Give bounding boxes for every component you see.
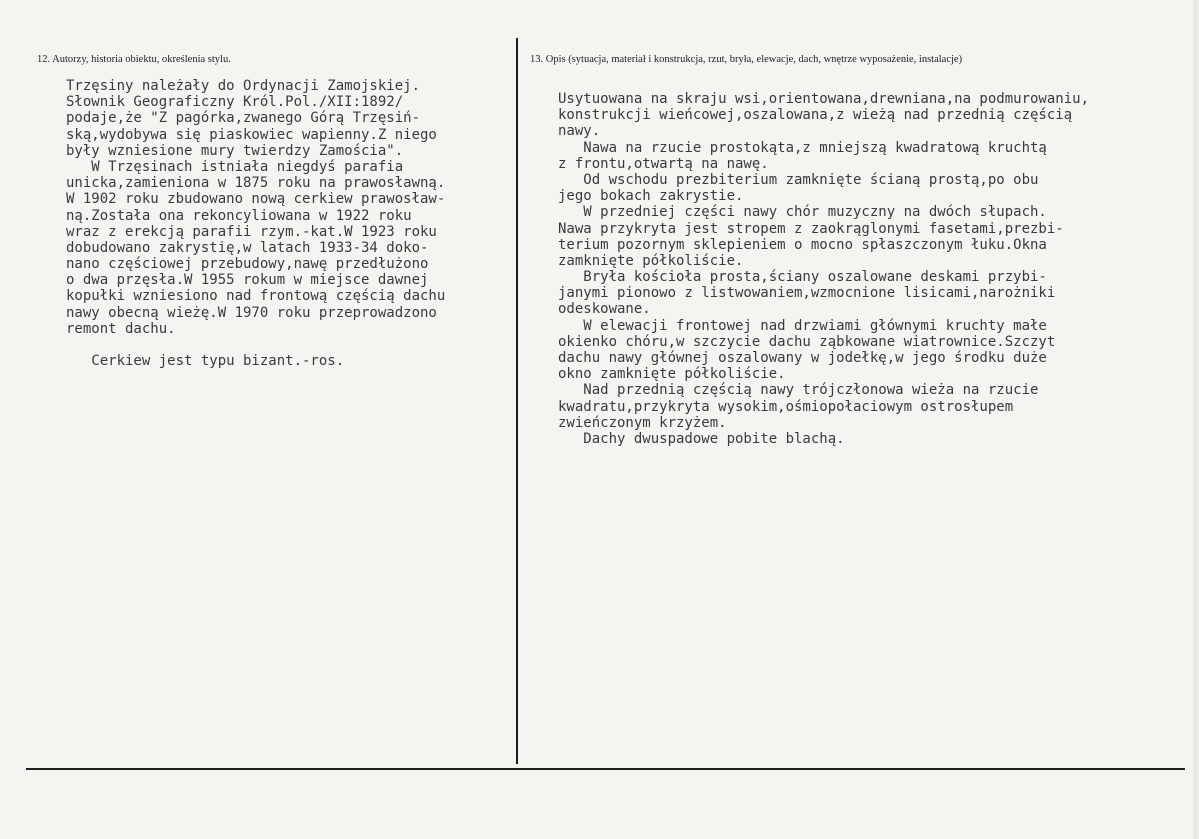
- section-12-text-line: Cerkiew jest typu bizant.-ros.: [66, 353, 345, 370]
- section-13-text-line: janymi pionowo z listwowaniem,wzmocnione lisicami,narożniki: [558, 285, 1056, 302]
- section-13-text-line: W elewacji frontowej nad drzwiami głównymi kruchty małe: [558, 317, 1047, 334]
- section-13-text-line: okienko chóru,w szczycie dachu ząbkowane wiatrownice.Szczyt: [558, 333, 1056, 350]
- section-12-text-line: o dwa przęsła.W 1955 rokum w miejsce dawnej: [66, 272, 429, 289]
- section-13-text-line: Nawa na rzucie prostokąta,z mniejszą kwadratową kruchtą: [558, 139, 1047, 156]
- section-12-text: [66, 78, 516, 369]
- section-12-text-line: W 1902 roku zbudowano nową cerkiew prawosław-: [66, 191, 446, 208]
- section-13-text-line: Nad przednią częścią nawy trójczłonowa wieża na rzucie: [558, 382, 1039, 399]
- section-12-text-line: unicka,zamieniona w 1875 roku na prawosławną.: [66, 175, 446, 192]
- section-12-text-line: podaje,że "Z pagórka,zwanego Górą Trzęsiń-: [66, 110, 421, 127]
- section-13-text-line: terium pozornym sklepieniem o mocno spłaszczonym łuku.Okna: [558, 236, 1047, 253]
- section-12-text-line: remont dachu.: [66, 320, 176, 337]
- section-12-text-line: W Trzęsinach istniała niegdyś parafia: [66, 158, 404, 175]
- section-12-text-line: ską,wydobywa się piaskowiec wapienny.Z niego: [66, 126, 437, 143]
- section-12-text-line: nano częściowej przebudowy,nawę przedłużono: [66, 256, 429, 273]
- section-13-text-line: W przedniej części nawy chór muzyczny na dwóch słupach.: [558, 204, 1047, 221]
- section-12-text-line: wraz z erekcją parafii rzym.-kat.W 1923 roku: [66, 223, 437, 240]
- section-12-text-line: [66, 337, 516, 353]
- section-12-text-line: kopułki wzniesiono nad frontową częścią dachu: [66, 288, 446, 305]
- bottom-rule: [26, 768, 1185, 770]
- section-13-header: 13. Opis (sytuacja, materiał i konstrukcja, rzut, bryła, elewacje, dach, wnętrze wyposażenie, instalacje): [530, 54, 963, 65]
- section-12-text-line: Trzęsiny należały do Ordynacji Zamojskiej.: [66, 78, 421, 94]
- section-13-text-line: z frontu,otwartą na nawę.: [558, 155, 769, 172]
- section-13-text-line: nawy.: [558, 123, 601, 140]
- section-12-text-line: dobudowano zakrystię,w latach 1933-34 doko-: [66, 239, 429, 256]
- section-13-text-line: odeskowane.: [558, 301, 651, 318]
- section-13-text-line: Usytuowana na skraju wsi,orientowana,drewniana,na podmurowaniu,: [558, 91, 1090, 107]
- section-12-text-line: nawy obecną wieżę.W 1970 roku przeprowadzono: [66, 304, 437, 321]
- section-13-text-line: Bryła kościoła prosta,ściany oszalowane deskami przybi-: [558, 269, 1047, 286]
- section-13-text-line: kwadratu,przykryta wysokim,ośmiopołaciowym ostrosłupem: [558, 398, 1014, 415]
- section-12-text-line: Słownik Geograficzny Król.Pol./XII:1892/: [66, 94, 404, 111]
- section-13-text-line: jego bokach zakrystie.: [558, 188, 744, 205]
- section-13-text-line: zamknięte półkoliście.: [558, 252, 744, 269]
- section-12-header: 12. Autorzy, historia obiektu, określenia stylu.: [37, 54, 231, 65]
- section-13-text-line: konstrukcji wieńcowej,oszalowana,z wieżą nad przednią częścią: [558, 107, 1073, 124]
- section-13-text-line: dachu nawy głównej oszalowany w jodełkę,w jego środku duże: [558, 350, 1047, 366]
- section-13-text-line: Dachy dwuspadowe pobite blachą.: [558, 430, 845, 447]
- section-13-text-line: Nawa przykryta jest stropem z zaokrąglonymi fasetami,prezbi-: [558, 220, 1064, 237]
- column-divider: [516, 38, 518, 764]
- section-13-text-line: okno zamknięte półkoliście.: [558, 366, 786, 383]
- section-13-text-line: zwieńczonym krzyżem.: [558, 414, 727, 431]
- section-13-text-line: Od wschodu prezbiterium zamknięte ścianą prostą,po obu: [558, 171, 1039, 188]
- section-12-text-line: ną.Została ona rekoncyliowana w 1922 roku: [66, 207, 412, 224]
- section-13-text: [558, 91, 1198, 447]
- section-12-text-line: były wzniesione mury twierdzy Zamościa".: [66, 142, 404, 159]
